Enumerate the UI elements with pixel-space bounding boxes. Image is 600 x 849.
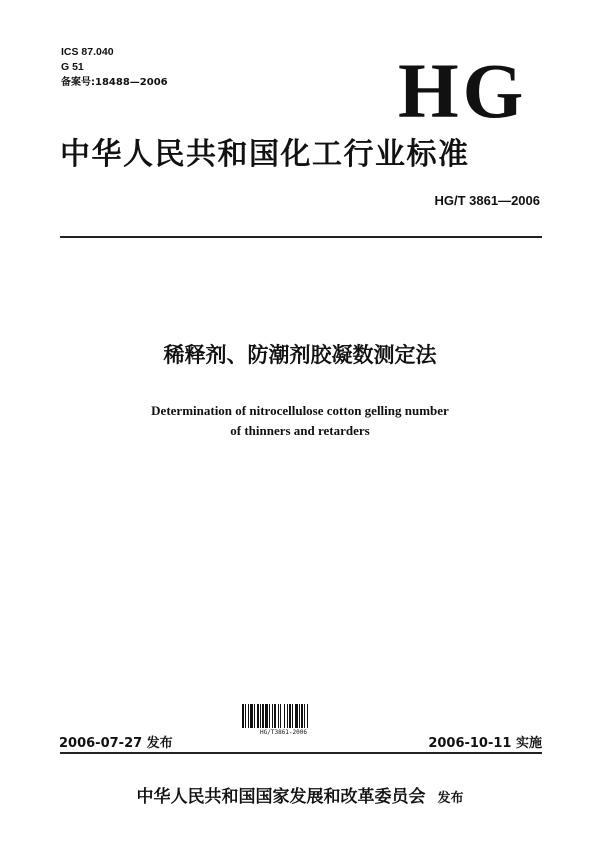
barcode-text: HG/T3861-2006 bbox=[260, 729, 307, 736]
ics-code: ICS 87.040 bbox=[61, 46, 114, 58]
publisher bbox=[0, 786, 600, 810]
implementation-date: 2006-10-11 实施 bbox=[428, 736, 542, 751]
classification-code: G 51 bbox=[61, 61, 84, 73]
record-number: 备案号:18488—2006 bbox=[61, 77, 168, 88]
publisher-suffix: 发布 bbox=[437, 791, 464, 806]
standard-number: HG/T 3861—2006 bbox=[434, 193, 540, 208]
standard-title: 中华人民共和国化工行业标准 bbox=[60, 137, 470, 172]
document-title-english-line1: Determination of nitrocellulose cotton gelling number bbox=[151, 403, 449, 418]
barcode-icon bbox=[241, 704, 326, 728]
bottom-divider bbox=[60, 752, 542, 754]
hg-logo: HG bbox=[398, 47, 528, 134]
document-title-english-line2: of thinners and retarders bbox=[230, 423, 370, 438]
issue-date: 2006-07-27 发布 bbox=[59, 736, 173, 751]
publisher-name: 中华人民共和国国家发展和改革委员会 bbox=[136, 787, 426, 807]
top-divider bbox=[60, 236, 542, 238]
document-title-chinese: 稀释剂、防潮剂胶凝数测定法 bbox=[163, 343, 437, 367]
